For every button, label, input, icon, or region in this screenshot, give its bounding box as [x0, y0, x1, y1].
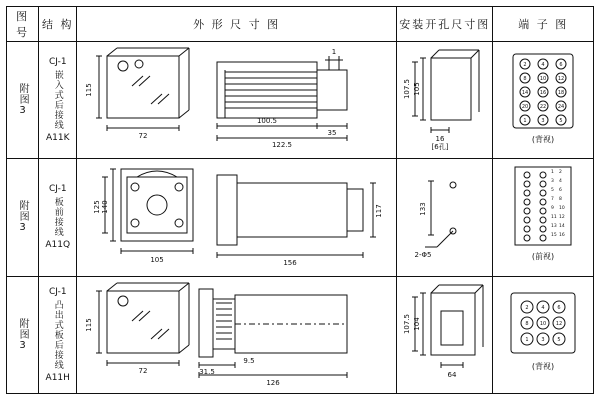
cell-outline-3 [77, 276, 397, 393]
terminal-num: 2 [525, 304, 530, 311]
terminal-num: 2 [523, 61, 528, 68]
dim-125-row2: 125 [93, 200, 102, 214]
terminal-num: 16 [540, 89, 547, 96]
dim-140-row2: 140 [101, 200, 110, 214]
dim-35-row1: 35 [327, 128, 337, 137]
terminal-num: 6 [559, 188, 563, 194]
cell-figure-3 [7, 276, 39, 393]
header-structure: 结 构 [39, 7, 77, 42]
terminal-num: 11 [551, 215, 558, 221]
dim-72-row1: 72 [138, 131, 148, 140]
cell-terminal-1 [493, 41, 594, 158]
terminal-num: 14 [559, 224, 566, 230]
dim-16-row1: 16 [435, 134, 445, 143]
terminal-num: 16 [559, 233, 566, 239]
terminal-num: 4 [559, 179, 563, 185]
order-code-3: A11H [45, 372, 70, 383]
table-header-row [7, 7, 594, 42]
order-code-1: A11K [45, 133, 70, 144]
dim-105-row1: 105 [412, 82, 421, 96]
terminal-num: 14 [522, 89, 529, 96]
figure-label-2: 附图3 [17, 200, 29, 235]
note-holes-row1: [6孔] [431, 142, 449, 151]
cell-mounting-3 [396, 276, 492, 393]
header-figure: 图 号 [7, 7, 39, 42]
cell-figure-1 [7, 41, 39, 158]
dim-115-row1: 115 [85, 83, 94, 97]
cell-outline-2 [77, 159, 397, 276]
note-phi5-row2: 2-Φ5 [414, 251, 432, 260]
terminal-num: 18 [558, 89, 565, 96]
header-terminal: 端 子 图 [493, 7, 594, 42]
terminal-num: 6 [559, 61, 564, 68]
outline-drawing-1 [77, 42, 396, 158]
dim-72-row3: 72 [138, 366, 148, 375]
cell-terminal-2 [493, 159, 594, 276]
dim-117-row2: 117 [375, 204, 384, 218]
cell-outline-1 [77, 41, 397, 158]
dim-133-row2: 133 [418, 202, 427, 216]
terminal-num: 3 [541, 117, 546, 124]
dim-115-row3: 115 [85, 317, 94, 332]
terminal-num: 7 [551, 197, 555, 203]
header-outline: 外 形 尺 寸 图 [77, 7, 397, 42]
terminal-view-label-1: (背视) [532, 134, 555, 144]
terminal-num: 10 [540, 320, 547, 327]
terminal-num: 5 [557, 336, 562, 343]
outline-drawing-3 [77, 277, 396, 393]
cell-figure-2 [7, 159, 39, 276]
structure-label-2: 板前接线 [52, 197, 63, 238]
terminal-num: 1 [523, 117, 528, 124]
dim-122-5-row1: 122.5 [272, 140, 293, 149]
cell-structure-3 [39, 276, 77, 393]
dim-105-row2: 105 [150, 256, 165, 265]
terminal-num: 12 [559, 215, 566, 221]
model-code-3: CJ-1 [48, 286, 67, 297]
terminal-view-label-3: (背视) [532, 361, 555, 371]
figure-label-1: 附图3 [17, 83, 29, 118]
dim-126-row3: 126 [266, 378, 281, 386]
terminal-num: 10 [540, 75, 547, 82]
terminal-num: 9 [551, 206, 555, 212]
table-row [7, 41, 594, 158]
dim-107-5-row3: 107.5 [402, 313, 411, 334]
dim-104-row3: 104 [412, 316, 421, 331]
terminal-drawing-3 [493, 277, 593, 393]
terminal-num: 3 [541, 336, 546, 343]
cell-mounting-2 [396, 159, 492, 276]
dim-9-5-row3: 9.5 [243, 356, 255, 365]
terminal-num: 8 [523, 75, 528, 82]
terminal-num: 8 [559, 197, 563, 203]
specification-table [6, 6, 594, 394]
terminal-num: 5 [551, 188, 555, 194]
terminal-num: 12 [556, 320, 563, 327]
dim-64-row3: 64 [447, 370, 457, 379]
terminal-num: 15 [551, 233, 558, 239]
terminal-num: 1 [525, 336, 530, 343]
terminal-num: 13 [551, 224, 558, 230]
terminal-view-label-2: (前视) [532, 252, 555, 262]
terminal-num: 6 [557, 304, 562, 311]
terminal-num: 4 [541, 61, 546, 68]
mounting-drawing-2 [397, 159, 492, 275]
table-row [7, 159, 594, 276]
terminal-num: 12 [558, 75, 565, 82]
dim-107-5-row1: 107.5 [402, 78, 411, 99]
terminal-drawing-1 [493, 42, 593, 158]
model-code-2: CJ-1 [48, 184, 67, 195]
terminal-num: 24 [558, 103, 565, 110]
dim-100-5-row1: 100.5 [257, 116, 278, 125]
dim-31-5-row3: 31.5 [199, 367, 216, 376]
cell-mounting-1 [396, 41, 492, 158]
header-mounting: 安装开孔尺寸图 [396, 7, 492, 42]
terminal-num: 8 [525, 320, 530, 327]
model-code-1: CJ-1 [48, 57, 67, 68]
outline-drawing-2 [77, 159, 396, 275]
mounting-drawing-1 [397, 42, 492, 158]
figure-label-3: 附图3 [17, 317, 29, 352]
terminal-num: 2 [559, 170, 563, 176]
terminal-num: 20 [522, 103, 529, 110]
cell-structure-1 [39, 41, 77, 158]
drawing-sheet [0, 6, 600, 406]
cell-terminal-3 [493, 276, 594, 393]
terminal-num: 5 [559, 117, 564, 124]
order-code-2: A11Q [45, 240, 71, 251]
dim-156-row2: 156 [283, 259, 298, 268]
terminal-num: 10 [559, 206, 566, 212]
mounting-drawing-3 [397, 277, 492, 393]
terminal-drawing-2 [493, 159, 593, 275]
terminal-num: 4 [541, 304, 546, 311]
terminal-num: 1 [551, 170, 555, 176]
cell-structure-2 [39, 159, 77, 276]
table-row [7, 276, 594, 393]
terminal-num: 3 [551, 179, 555, 185]
structure-label-1: 嵌入式后接线 [52, 70, 63, 131]
structure-label-3: 凸出式板后接线 [52, 299, 63, 370]
terminal-num: 22 [540, 103, 547, 110]
dim-1-row1: 1 [332, 47, 337, 56]
